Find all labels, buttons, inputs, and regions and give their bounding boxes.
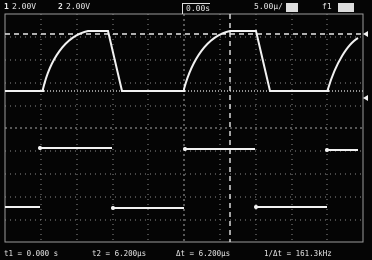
trigger-indicator (338, 3, 354, 12)
channel-2-trace-high (40, 148, 358, 150)
channel-1-trace (5, 31, 358, 91)
channel-1-label[interactable]: 1 (4, 2, 9, 11)
time-offset: 0.00s (182, 3, 210, 14)
trigger-channel[interactable]: f1 (322, 2, 332, 11)
channel-2-label[interactable]: 2 (58, 2, 63, 11)
delta-t-readout: Δt = 6.200µs (176, 249, 231, 258)
channel-2-scale: 2.00V (66, 2, 91, 11)
channel-2-trace-low (5, 207, 327, 208)
timebase[interactable]: 5.00µ/ (254, 2, 283, 11)
run-indicator (286, 3, 298, 12)
cursor-t1-readout: t1 = 0.000 s (4, 249, 59, 258)
frequency-readout: 1/Δt = 161.3kHz (264, 249, 332, 258)
cursor-t2-readout: t2 = 6.200µs (92, 249, 147, 258)
measurement-bar (0, 248, 372, 260)
level-markers (363, 31, 368, 101)
top-status-bar (0, 0, 372, 14)
channel-1-scale: 2.00V (12, 2, 37, 11)
